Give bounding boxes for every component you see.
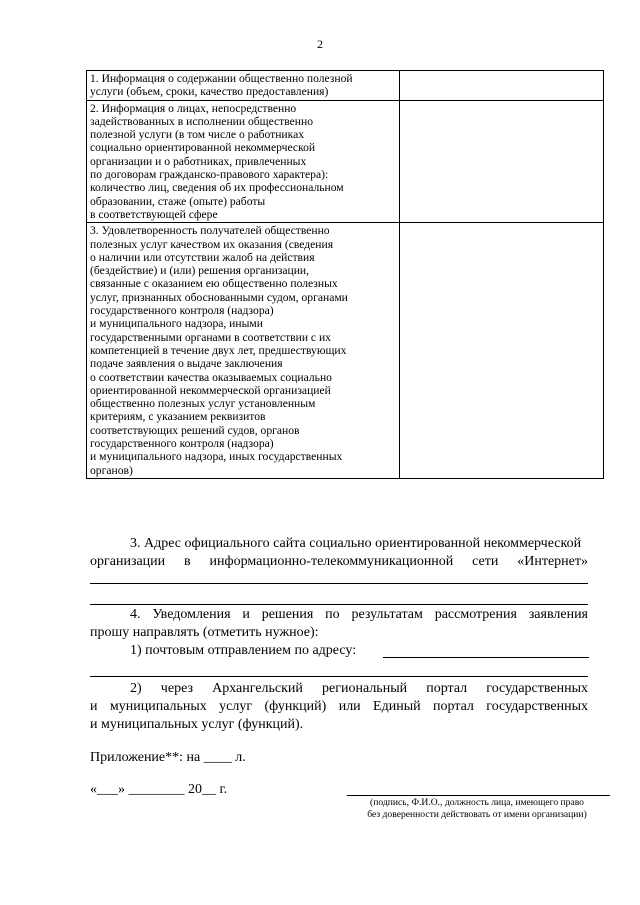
- cell-line: компетенцией в течение двух лет, предшествующих: [90, 343, 347, 357]
- table-cell-description: [87, 223, 400, 479]
- table-row: [87, 71, 604, 101]
- cell-line: задействованных в исполнении общественно: [90, 114, 313, 128]
- cell-line: образовании, стаже (опыте) работы: [90, 194, 266, 208]
- cell-line: социально ориентированной некоммерческой: [90, 141, 316, 155]
- table-cell-description: [87, 71, 400, 101]
- postal-address-field[interactable]: [383, 657, 589, 658]
- info-table: [86, 70, 604, 479]
- section3-line1: 3. Адрес официального сайта социально ориентированной некоммерческой: [130, 536, 582, 551]
- option-portal-line2: и муниципальных услуг (функций) или Единый портал государственных: [90, 699, 588, 714]
- cell-line: органов): [90, 463, 133, 477]
- section4-line2: прошу направлять (отметить нужное):: [90, 625, 319, 640]
- cell-line: 1. Информация о содержании общественно полезной: [90, 72, 353, 85]
- section4-line1: 4. Уведомления и решения по результатам рассмотрения заявления: [130, 607, 588, 622]
- table-cell-value[interactable]: [400, 100, 604, 223]
- table-cell-description: [87, 100, 400, 223]
- table-row: [87, 100, 604, 223]
- cell-line: связанные с оказанием ею общественно полезных: [90, 277, 338, 291]
- cell-line: соответствующих решений судов, органов: [90, 423, 300, 437]
- cell-line: (бездействие) и (или) решения организации,: [90, 264, 310, 278]
- cell-line: критериям, с указанием реквизитов: [90, 410, 266, 424]
- cell-line: услуги (объем, сроки, качество предоставления): [90, 85, 329, 99]
- website-address-field[interactable]: [90, 583, 588, 584]
- cell-line: количество лиц, сведения об их профессиональном: [90, 181, 344, 195]
- table-cell-value[interactable]: [400, 71, 604, 101]
- cell-line: государственного контроля (надзора): [90, 304, 274, 318]
- table-row: [87, 223, 604, 479]
- cell-line: о соответствии качества оказываемых социально: [90, 370, 332, 384]
- signature-line[interactable]: [347, 795, 610, 796]
- table-cell-value[interactable]: [400, 223, 604, 479]
- cell-line: по договорам гражданско-правового характера):: [90, 168, 329, 182]
- cell-line: государственного контроля (надзора): [90, 437, 274, 451]
- cell-line: подаче заявления о выдаче заключения: [90, 357, 283, 371]
- cell-line: 2. Информация о лицах, непосредственно: [90, 101, 297, 115]
- postal-address-field-2[interactable]: [90, 676, 588, 677]
- signature-caption: [340, 797, 614, 821]
- cell-line: 3. Удовлетворенность получателей общественно: [90, 224, 330, 238]
- cell-line: в соответствующей сфере: [90, 207, 218, 221]
- page-number: 2: [317, 37, 323, 51]
- option-portal-line1: 2) через Архангельский региональный портал государственных: [130, 681, 588, 696]
- cell-line: услуг, признанных обоснованными судом, органами: [90, 290, 348, 304]
- cell-line: и муниципального надзора, иных государственных: [90, 450, 343, 464]
- website-address-field-2[interactable]: [90, 604, 588, 605]
- cell-line: о наличии или отсутствии жалоб на действия: [90, 250, 315, 264]
- cell-line: и муниципального надзора, иными: [90, 317, 263, 331]
- option-portal-line3: и муниципальных услуг (функций).: [90, 717, 304, 732]
- cell-line: полезной услуги (в том числе о работниках: [90, 128, 305, 142]
- cell-line: полезных услуг качеством их оказания (сведения: [90, 237, 334, 251]
- cell-line: организации и о работниках, привлеченных: [90, 154, 307, 168]
- attachment-line: Приложение**: на ____ л.: [90, 750, 246, 765]
- cell-line: государственными органами в соответствии с их: [90, 330, 331, 344]
- section3-line2: организации в информационно-телекоммуникационной сети «Интернет»: [90, 554, 588, 569]
- signature-caption-line: без доверенности действовать от имени организации): [367, 809, 587, 820]
- option-postal: 1) почтовым отправлением по адресу:: [130, 643, 357, 658]
- cell-line: ориентированной некоммерческой организацией: [90, 383, 331, 397]
- date-line: «___» ________ 20__ г.: [90, 782, 228, 797]
- cell-line: общественно полезных услуг установленным: [90, 397, 316, 411]
- signature-caption-line: (подпись, Ф.И.О., должность лица, имеющего право: [370, 797, 584, 808]
